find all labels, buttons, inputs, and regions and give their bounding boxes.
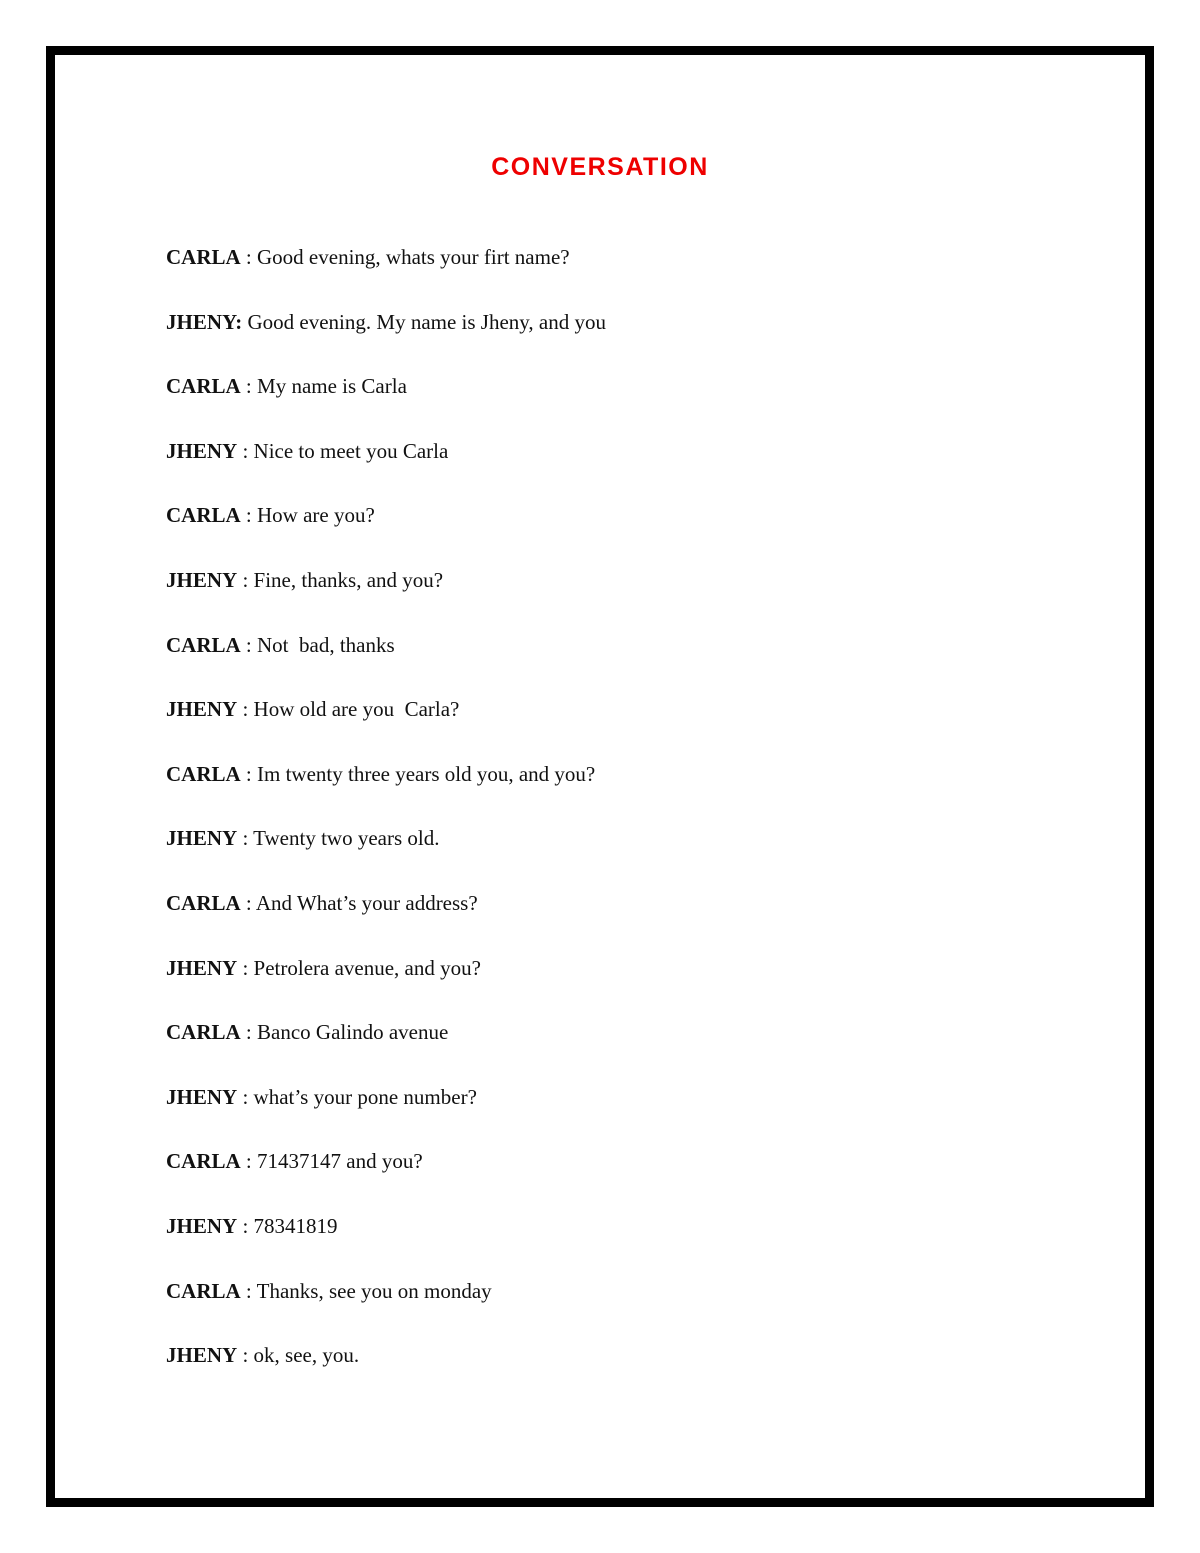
utterance: 78341819 [253, 1213, 338, 1238]
separator: : [240, 632, 258, 657]
utterance: How are you? [257, 503, 375, 528]
speaker-name: JHENY [166, 1343, 238, 1368]
dialogue-line [166, 1343, 606, 1408]
utterance: Banco Galindo avenue [257, 1020, 449, 1045]
dialogue-line [166, 891, 606, 956]
separator: : [240, 890, 256, 915]
utterance: ok, see, you. [253, 1343, 360, 1368]
dialogue-line [166, 826, 606, 891]
separator: : [240, 374, 258, 399]
speaker-name: JHENY: [166, 309, 243, 334]
dialogue-line [166, 503, 606, 568]
dialogue-line [166, 1214, 606, 1279]
separator: : [237, 438, 254, 463]
separator: : [237, 1213, 254, 1238]
dialogue-line [166, 633, 606, 698]
dialogue-line [166, 1279, 606, 1344]
speaker-name: JHENY [166, 1084, 238, 1109]
speaker-name: CARLA [166, 890, 241, 915]
speaker-name: CARLA [166, 1278, 241, 1303]
dialogue-line [166, 245, 606, 310]
dialogue-line [166, 374, 606, 439]
separator: : [240, 1278, 257, 1303]
utterance: Nice to meet you Carla [253, 438, 449, 463]
speaker-name: CARLA [166, 1020, 241, 1045]
separator: : [240, 761, 258, 786]
speaker-name: CARLA [166, 632, 241, 657]
separator: : [240, 1149, 258, 1174]
dialogue-line [166, 310, 606, 375]
dialogue-line [166, 1085, 606, 1150]
dialogue-line [166, 439, 606, 504]
utterance: 71437147 and you? [257, 1149, 423, 1174]
utterance: Good evening, whats your firt name? [257, 245, 570, 269]
speaker-name: JHENY [166, 567, 238, 592]
speaker-name: JHENY [166, 697, 238, 722]
utterance: Good evening. My name is Jheny, and you [247, 309, 606, 334]
separator: : [237, 1343, 254, 1368]
utterance: Im twenty three years old you, and you? [257, 761, 596, 786]
page-title: CONVERSATION [491, 153, 709, 181]
separator: : [237, 1084, 254, 1109]
utterance: Thanks, see you on monday [256, 1278, 492, 1303]
separator: : [237, 697, 254, 722]
utterance: How old are you Carla? [253, 697, 460, 722]
dialogue-line [166, 697, 606, 762]
speaker-name: JHENY [166, 438, 238, 463]
dialogue-line [166, 762, 606, 827]
utterance: what’s your pone number? [253, 1084, 477, 1109]
dialogue-line [166, 956, 606, 1021]
page-border [46, 46, 1154, 1507]
dialogue-line [166, 1020, 606, 1085]
speaker-name: CARLA [166, 1149, 241, 1174]
speaker-name: JHENY [166, 1213, 238, 1238]
utterance: My name is Carla [257, 374, 407, 399]
utterance: Not bad, thanks [257, 632, 395, 657]
dialogue-line [166, 1149, 606, 1214]
separator: : [237, 826, 254, 851]
speaker-name: CARLA [166, 245, 241, 269]
separator: : [240, 503, 258, 528]
utterance: Fine, thanks, and you? [253, 567, 444, 592]
dialogue-line [166, 568, 606, 633]
separator: : [237, 955, 254, 980]
dialogue-list [166, 245, 606, 1408]
separator: : [240, 245, 258, 269]
separator: : [237, 567, 254, 592]
speaker-name: CARLA [166, 503, 241, 528]
utterance: Petrolera avenue, and you? [253, 955, 481, 980]
separator: : [240, 1020, 258, 1045]
speaker-name: JHENY [166, 955, 238, 980]
speaker-name: JHENY [166, 826, 238, 851]
speaker-name: CARLA [166, 761, 241, 786]
speaker-name: CARLA [166, 374, 241, 399]
utterance: And What’s your address? [255, 890, 478, 915]
utterance: Twenty two years old. [253, 826, 440, 851]
